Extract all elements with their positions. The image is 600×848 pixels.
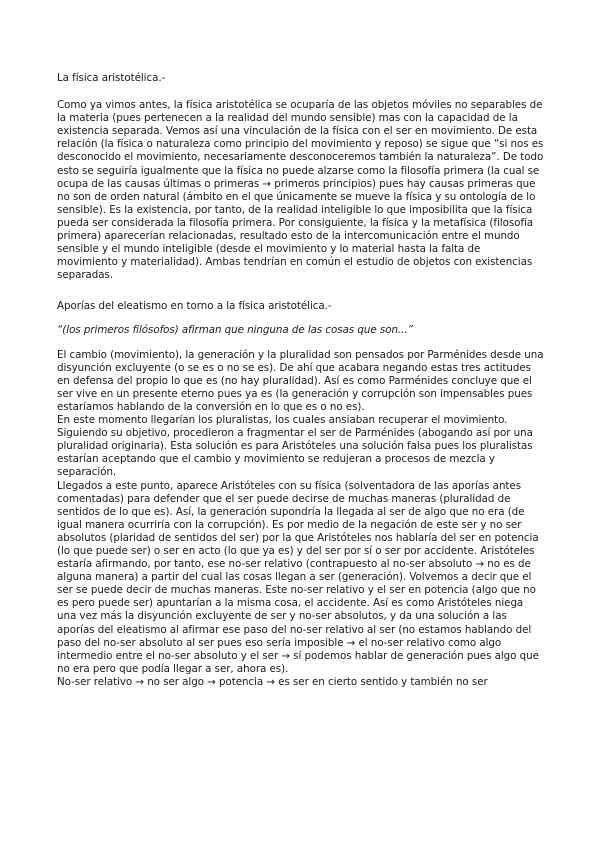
paragraph-pluralistas: En este momento llegarían los pluralistas, los cuales ansiaban recuperar el movimiento. Siguiendo su objetivo, procedieron a fragmentar el ser de Parménides (abogando así por una pluralidad originaria). Esta solución es para Aristóteles una solución falsa pues los pluralistas estarían aceptando que el cambio y movimiento se redujeran a procesos de mezcla y separación. (57, 414, 533, 479)
quote-primeros-filosofos: “(los primeros filósofos) afirman que ninguna de las cosas que son...” (57, 323, 413, 336)
document-title: La física aristotélica.- (57, 72, 166, 84)
paragraph-cambio: El cambio (movimiento), la generación y la pluralidad son pensados por Parménides desde una disyunción excluyente (o se es o no se es). De ahí que acabara negando estas tres actitudes en defensa del propio lo que es (no hay pluralidad). Así es como Parménides concluye que el ser vive en un presente eterno pues ya es (la generación y corrupción son impensables pues estaríamos hablando de la conversión en lo que es o no es). (57, 348, 544, 413)
final-line: No-ser relativo → no ser algo → potencia → es ser en cierto sentido y también no ser (57, 675, 488, 688)
intro-paragraph: Como ya vimos antes, la física aristotélica se ocuparía de las objetos móviles no separables de la materia (pues pertenecen a la realidad del mundo sensible) mas con la capacidad de la existencia separada. Vemos así una vinculación de la física con el ser en movimiento. De esta relación (la física o naturaleza como principio del movimiento y reposo) se sigue que “si nos es desconocido el movimiento, necesariamente desconoceremos también la naturaleza”. De todo esto se seguiría igualmente que la física no puede alzarse como la filosofía primera (la cual se ocupa de las causas últimas o primeras → primeros principios) pues hay causas primeras que no son de orden natural (ámbito en el que únicamente se mueve la física y su ontología de lo sensible). Es la existencia, por tanto, de la realidad inteligible lo que imposibilita que la física pueda ser considerada la filosofía primera. Por consiguiente, la física y la metafísica (filosofía primera) aparecerían relacionadas, resultado esto de la intercomunicación entre el mundo sensible y el mundo inteligible (desde el movimiento y lo material hasta la falta de movimiento y materialidad). Ambas tendrían en común el estudio de objetos con existencias separadas. (57, 99, 544, 282)
paragraph-aristoteles: Llegados a este punto, aparece Aristóteles con su física (solventadora de las aporías antes comentadas) para defender que el ser puede decirse de muchas maneras (pluralidad de sentidos de lo que es). Así, la generación supondría la llegada al ser de algo que no era (de igual manera ocurriría con la corrupción). Es por medio de la negación de este ser y no ser absolutos (plaridad de sentidos del ser) por la que Aristóteles nos hablaría del ser en potencia (lo que puede ser) o ser en acto (lo que ya es) y del ser por sí o ser por accidente. Aristóteles estaría afirmando, por tanto, ese no-ser relativo (contrapuesto al no-ser absoluto → no es de alguna manera) a partir del cual las cosas llegan a ser (generación). Volvemos a decir que el ser se puede decir de muchas maneras. Este no-ser relativo y el ser en potencia (algo que no es pero puede ser) apuntarían a la misma cosa, el accidente. Así es como Aristóteles niega una vez más la disyunción excluyente de ser y no-ser absolutos, y da una solución a las aporías del eleatismo al afirmar ese paso del no-ser relativo al ser (no estamos hablando del paso del no-ser absoluto al ser pues eso sería imposible → el no-ser relativo como algo intermedio entre el no-ser absoluto y el ser → sí podemos hablar de generación pues algo que no era pero que podía llegar a ser, ahora es). (57, 479, 539, 675)
section-title-aporias: Aporías del eleatismo en torno a la física aristotélica.- (57, 300, 332, 313)
